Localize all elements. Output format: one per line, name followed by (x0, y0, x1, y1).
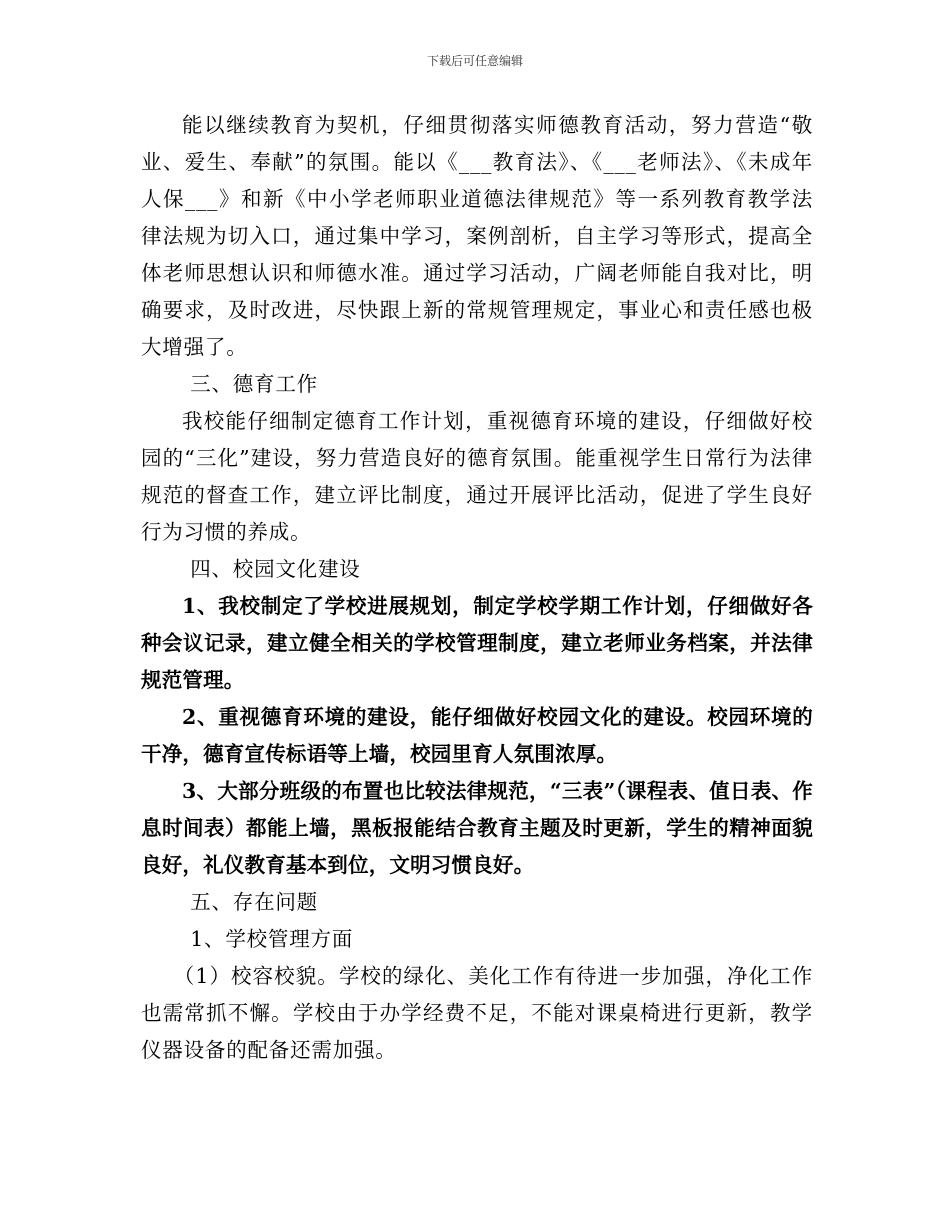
paragraph-campus-culture-2: 2、重视德育环境的建设，能仔细做好校园文化的建设。校园环境的干净，德育宣传标语等上墙，校园里育人氛围浓厚。 (141, 705, 813, 766)
paragraph-campus-culture-3: 3、大部分班级的布置也比较法律规范，“三表”（课程表、值日表、作息时间表）都能上墙，黑板报能结合教育主题及时更新，学生的精神面貌良好，礼仪教育基本到位，文明习惯良好。 (141, 779, 813, 877)
paragraph-campus-appearance: （1）校容校貌。学校的绿化、美化工作有待进一步加强，净化工作也需常抓不懈。学校由于办学经费不足，不能对课桌椅进行更新，教学仪器设备的配备还需加强。 (141, 964, 813, 1062)
page-header: 下载后可任意编辑 (426, 54, 523, 68)
document-body (141, 107, 813, 1069)
paragraph-teacher-ethics: 能以继续教育为契机，仔细贯彻落实师德教育活动，努力营造“敬业、爱生、奉献”的氛围。能以《___教育法》、《___老师法》、《未成年人保___》和新《中小学老师职业道德法律规范》等一系列教育教学法律法规为切入口，通过集中学习，案例剖析，自主学习等形式，提高全体老师思想认识和师德水准。通过学习活动，广阔老师能自我对比，明确要求，及时改进，尽快跟上新的常规管理规定，事业心和责任感也极大增强了。 (141, 113, 813, 359)
heading-school-management: 1、学校管理方面 (190, 927, 354, 951)
paragraph-moral-education: 我校能仔细制定德育工作计划，重视德育环境的建设，仔细做好校园的“三化”建设，努力营造良好的德育氛围。能重视学生日常行为法律规范的督查工作，建立评比制度，通过开展评比活动，促进了学生良好行为习惯的养成。 (141, 409, 813, 544)
heading-moral-education: 三、德育工作 (190, 372, 318, 396)
heading-existing-problems: 五、存在问题 (190, 890, 318, 914)
heading-campus-culture: 四、校园文化建设 (190, 557, 361, 581)
paragraph-campus-culture-1: 1、我校制定了学校进展规划，制定学校学期工作计划，仔细做好各种会议记录，建立健全相关的学校管理制度，建立老师业务档案，并法律规范管理。 (141, 594, 813, 692)
